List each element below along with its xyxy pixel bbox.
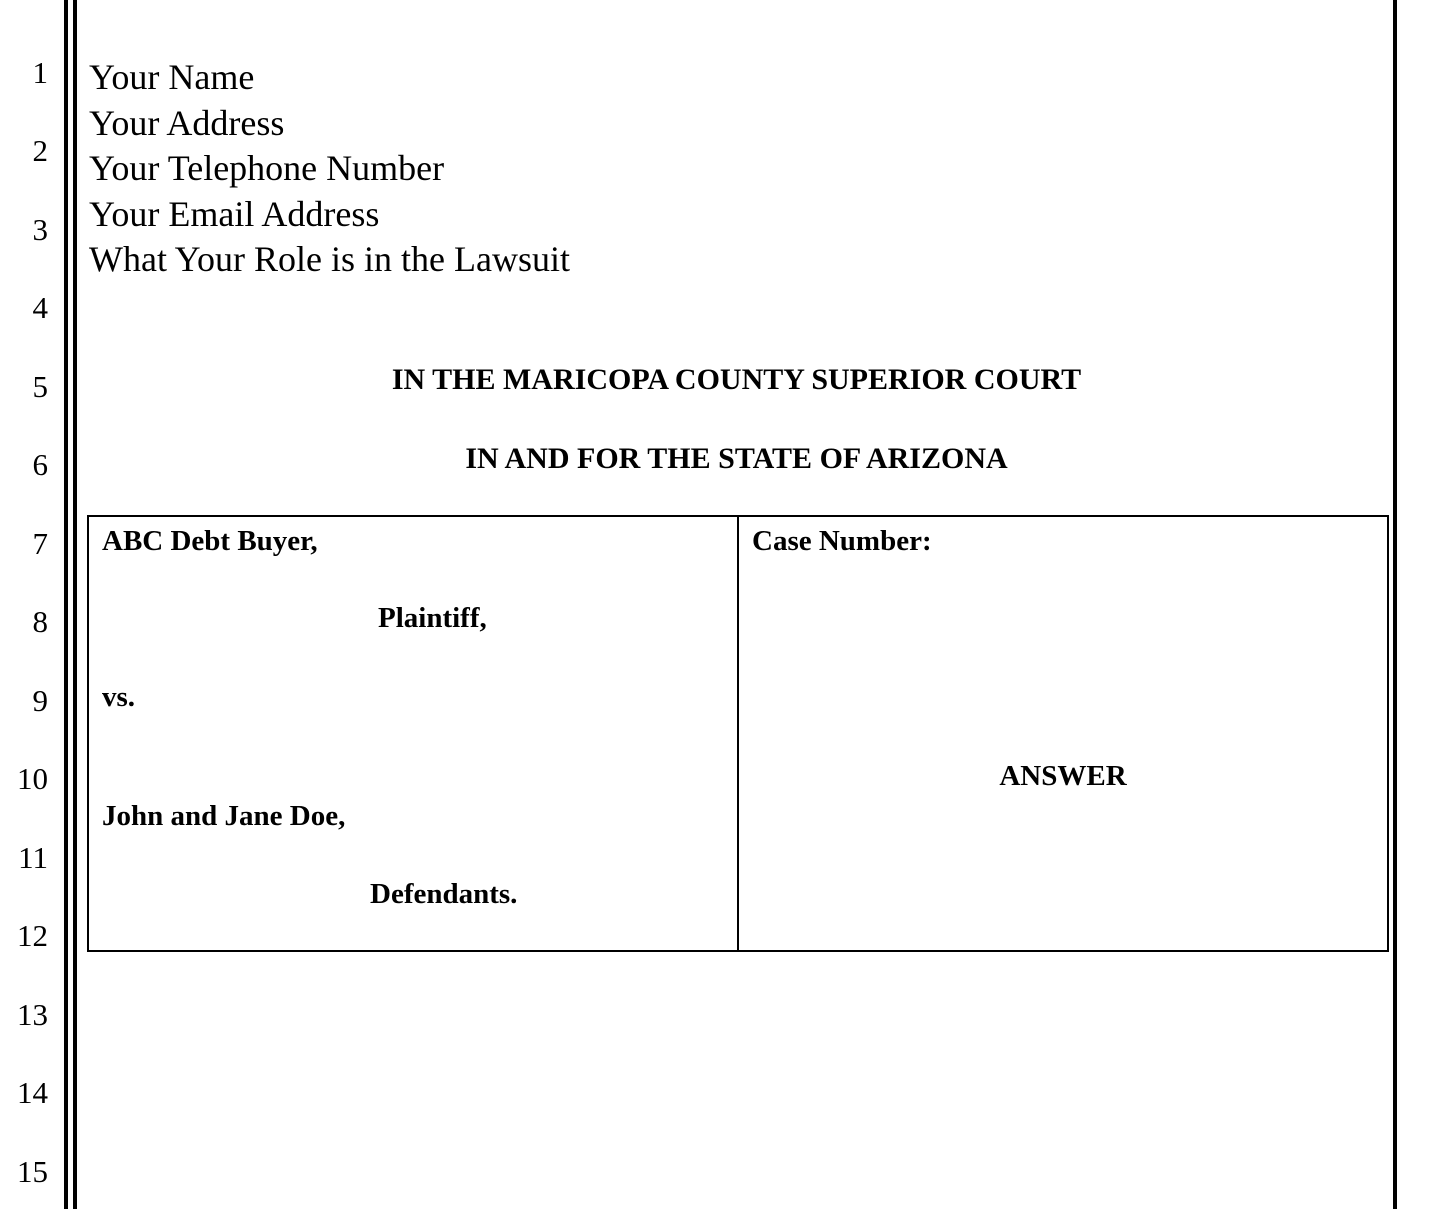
defendant-label: Defendants. <box>370 878 518 910</box>
plaintiff-name: ABC Debt Buyer, <box>102 525 318 557</box>
right-margin-rule <box>1393 0 1397 1209</box>
party-name: Your Name <box>89 57 255 97</box>
case-number-label: Case Number: <box>752 525 932 557</box>
court-title-line-2: IN AND FOR THE STATE OF ARIZONA <box>465 442 1008 475</box>
caption-divider <box>737 517 739 950</box>
court-title-line-1: IN THE MARICOPA COUNTY SUPERIOR COURT <box>391 363 1082 396</box>
line-number: 6 <box>32 447 48 482</box>
party-header-block <box>89 55 570 283</box>
line-number: 8 <box>32 604 48 639</box>
line-number: 10 <box>17 761 48 796</box>
line-number: 2 <box>32 133 48 168</box>
line-number: 14 <box>17 1075 48 1110</box>
line-number: 4 <box>32 290 48 325</box>
line-number: 7 <box>32 526 48 561</box>
line-number: 12 <box>17 918 48 953</box>
line-number: 11 <box>18 840 48 875</box>
party-address: Your Address <box>89 102 285 143</box>
party-telephone: Your Telephone Number <box>89 148 445 189</box>
defendant-name: John and Jane Doe, <box>102 800 346 832</box>
document-title: ANSWER <box>999 760 1127 792</box>
line-number: 13 <box>17 997 48 1032</box>
left-margin-rule-inner <box>73 0 77 1209</box>
left-margin-rule-outer <box>64 0 68 1209</box>
versus-label: vs. <box>102 681 136 713</box>
case-caption-table <box>87 515 1389 952</box>
line-number: 1 <box>32 55 48 90</box>
line-number: 15 <box>17 1154 48 1189</box>
party-role: What Your Role is in the Lawsuit <box>89 239 570 280</box>
line-number: 5 <box>32 369 48 404</box>
line-number: 3 <box>32 212 48 247</box>
line-number: 9 <box>32 683 48 718</box>
party-email: Your Email Address <box>89 193 380 234</box>
plaintiff-label: Plaintiff, <box>378 602 487 634</box>
